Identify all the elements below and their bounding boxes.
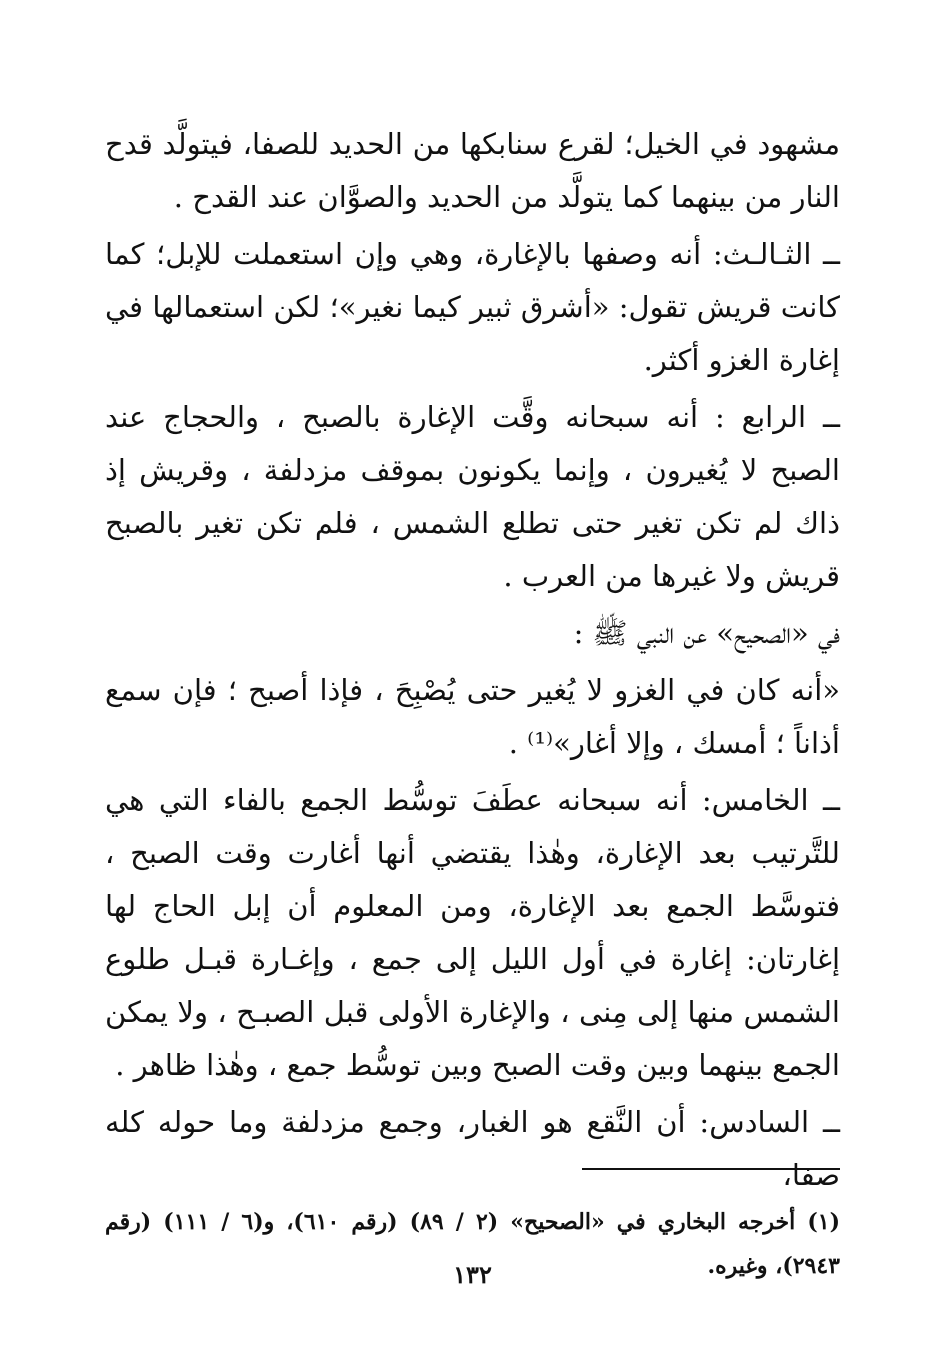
paragraph-3: ــ الرابع : أنه سبحانه وقَّت الإغارة بالصبح ، والحجاج عند الصبح لا يُغيرون ، وإنما يكونون بموقف مزدلفة ، وقريش إذ ذاك لم تكن تغير حتى تطلع الشمس ، فلم تكن تغير بالصبح قريش ولا غيرها من العرب .: [105, 400, 840, 593]
paragraph-6: ــ الخامس: أنه سبحانه عطَفَ توسُّط الجمع بالفاء التي هي للتَّرتيب بعد الإغارة، وهٰذا يقتضي أنها أغارت وقت الصبح ، فتوسَّط الجمع بعد الإغارة، ومن المعلوم أن إبل الحاج لها إغارتان: إغارة في أول الليل إلى جمع ، وإغـارة قبـل طلوع الشمس منها إلى مِنى ، والإغارة الأولى قبل الصبـح ، ولا يمكن الجمع بينهما وبين وقت الصبح وبين توسُّط جمع ، وهٰذا ظاهر .: [105, 783, 840, 1082]
footnote: (١) أخرجه البخاري في «الصحيح» (٢ / ٨٩) (رقم ٦١٠)، و(٦ / ١١١) (رقم ٢٩٤٣)، وغيره.: [105, 1209, 841, 1279]
page-number: ١٣٢: [453, 1260, 492, 1289]
footnote-divider: [582, 1168, 840, 1170]
paragraph-2: ــ الثـالـث: أنه وصفها بالإغارة، وهي وإن استعملت للإبل؛ كما كانت قريش تقول: «أشرق ثبير كيما نغير»؛ لكن استعمالها في إغارة الغزو أكثر.: [105, 237, 840, 377]
paragraph-5: «أنه كان في الغزو لا يُغير حتى يُصْبِحَ ، فإذا أصبح ؛ فإن سمع أذاناً ؛ أمسك ، وإلا أغار»⁽¹⁾ .: [105, 673, 840, 760]
paragraph-7: ــ السادس: أن النَّقع هو الغبار، وجمع مزدلفة وما حوله كله صفا،: [105, 1105, 840, 1192]
paragraph-4: في «الصحيح» عن النبي ﷺ :: [573, 616, 840, 650]
page-body: [105, 118, 841, 1289]
paragraph-1: مشهود في الخيل؛ لقرع سنابكها من الحديد للصفا، فيتولَّد قدح النار من بينهما كما يتولَّد من الحديد والصوَّان عند القدح .: [105, 127, 840, 214]
